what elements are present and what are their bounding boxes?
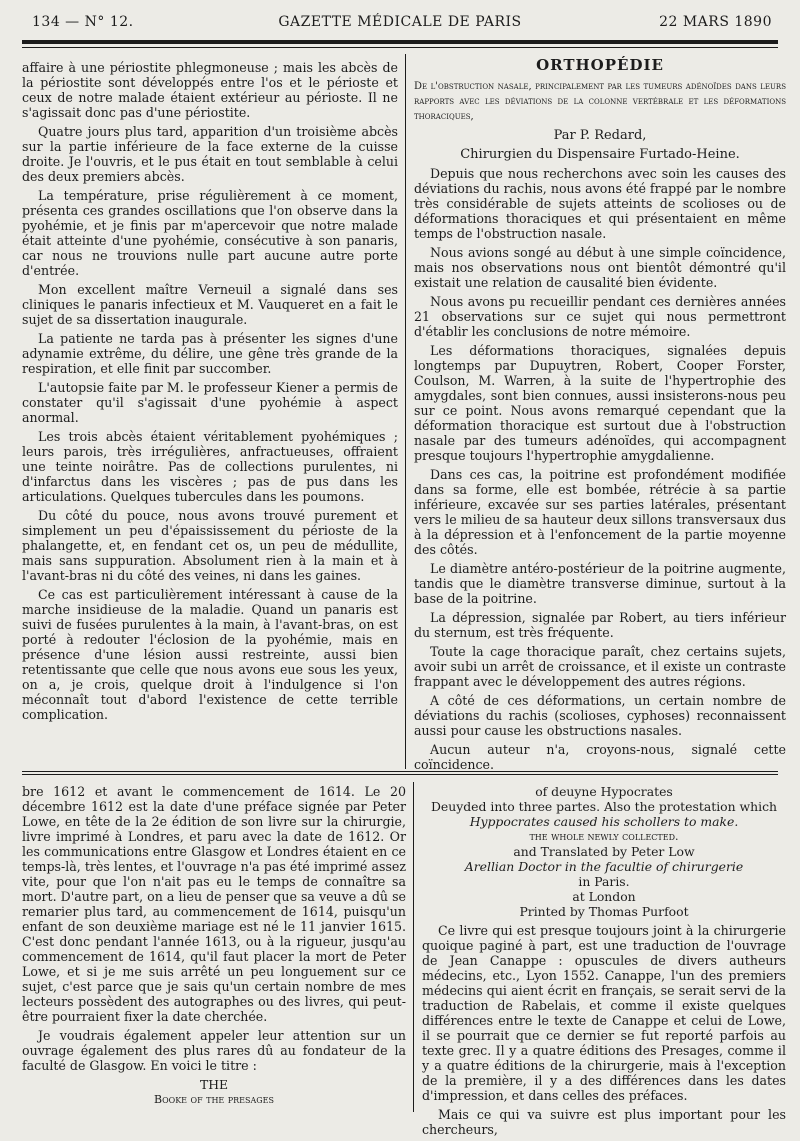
page-header <box>22 14 778 40</box>
paragraph: Depuis que nous recherchons avec soin les causes des déviations du rachis, nous avons été frappé par le nombre très considérable de sujets atteints de scolioses ou de déformations thoraciques et qui présentaient en même temps de l'obstruction nasale. <box>414 166 786 241</box>
paragraph: Dans ces cas, la poitrine est profondément modifiée dans sa forme, elle est bombée, rétrécie à sa partie inférieure, excavée sur ses parties latérales, présentant vers le milieu de sa hauteur deux sillons transversaux dus à la dépression et à l'enfoncement de la partie moyenne des côtés. <box>414 467 786 557</box>
paragraph: Le diamètre antéro-postérieur de la poitrine augmente, tandis que le diamètre transverse diminue, surtout à la base de la poitrine. <box>414 561 786 606</box>
paragraph: Quatre jours plus tard, apparition d'un troisième abcès sur la partie inférieure de la face externe de la cuisse droite. Je l'ouvris, et le pus était en tout semblable à celui des deux premiers abcès. <box>22 124 398 184</box>
lower-left-column <box>22 784 406 1107</box>
author-affiliation: Chirurgien du Dispensaire Furtado-Heine. <box>460 147 740 162</box>
book-title-line: the whole newly collected. <box>529 830 679 843</box>
upper-right-column <box>414 56 786 776</box>
upper-left-column <box>22 60 398 726</box>
page-number: 134 — N° 12. <box>32 14 134 30</box>
book-title-line: Printed by Thomas Purfoot <box>519 904 689 919</box>
book-title-line: Hyppocrates caused his schollers to make. <box>469 814 739 829</box>
book-title-line: Booke of the presages <box>154 1093 274 1106</box>
header-rule-thin <box>22 47 778 48</box>
book-title-line: Deuyded into three partes. Also the protestation which <box>430 799 778 814</box>
upper-column-divider <box>405 54 406 769</box>
book-title-line: at London <box>572 889 636 904</box>
book-title-line: Arellian Doctor in the facultie of chirurgerie <box>464 859 744 874</box>
book-title-line: of deuyne Hypocrates <box>535 784 673 799</box>
header-rule-thick <box>22 40 778 44</box>
paragraph: La dépression, signalée par Robert, au tiers inférieur du sternum, est très fréquente. <box>414 610 786 640</box>
paragraph: La température, prise régulièrement à ce moment, présenta ces grandes oscillations que l'on observe dans la pyohémie, et je finis par m'apercevoir que notre malade était atteinte d'une pyohémie, consécutive à son panaris, car nous ne trouvions nulle part aucune autre porte d'entrée. <box>22 188 398 278</box>
article-author: Par P. Redard, <box>553 128 647 143</box>
book-title-start <box>22 1077 406 1107</box>
paragraph: bre 1612 et avant le commencement de 1614. Le 20 décembre 1612 est la date d'une préface signée par Peter Lowe, en tête de la 2e édition de son livre sur la chirurgie, livre imprimé à Londres, et paru avec la date de 1612. Or les communications entre Glasgow et Londres étaient en ce temps-là, très lentes, et l'ouvrage n'a pas été imprimé assez vite, pour que l'on n'ait pas eu le temps de connaître sa mort. D'autre part, on a lieu de penser que sa veuve a dû se remarier plus tard, au commencement de 1614, puisqu'un enfant de son deuxième mariage est né le 11 janvier 1615. C'est donc pendant l'année 1613, ou à la rigueur, jusqu'au commencement de 1614, qu'il faut placer la mort de Peter Lowe, et si je me suis arrêté un peu longuement sur ce sujet, c'est parce que je sais qu'un certain nombre de mes lecteurs possèdent des autographes ou des livres, qui peut-être pourraient fixer la date cherchée. <box>22 784 406 1024</box>
paragraph: Du côté du pouce, nous avons trouvé purement et simplement un peu d'épaississement du périoste de la phalangette, et, en fendant cet os, un peu de médullite, mais sans suppuration. Absolument rien à la main et à l'avant-bras ni du côté des veines, ni dans les gaines. <box>22 508 398 583</box>
paragraph: Ce livre qui est presque toujours joint à la chirurgerie quoique paginé à part, est une traduction de l'ouvrage de Jean Canappe : opuscules de divers autheurs médecins, etc., Lyon 1552. Canappe, l'un des premiers médecins qui aient écrit en français, se serait servi de la traduction de Rabelais, et comme il existe quelques différences entre le texte de Canappe et celui de Lowe, il se pourrait que ce dernier se fut reporté parfois au texte grec. Il y a quatre éditions des Presages, comme il y a quatre éditions de la chirurgerie, mais à l'exception de la première, il y a des différences dans les dates d'impression, et dans celles des préfaces. <box>422 923 786 1103</box>
lower-column-divider <box>413 782 414 1112</box>
paragraph: affaire à une périostite phlegmoneuse ; mais les abcès de la périostite sont développés entre l'os et le périoste et ceux de notre malade étaient extérieur au périoste. Il ne s'agissait donc pas d'une périostite. <box>22 60 398 120</box>
paragraph: Nous avions songé au début à une simple coïncidence, mais nos observations nous ont bientôt démontré qu'il existait une relation de causalité bien évidente. <box>414 245 786 290</box>
section-title: ORTHOPÉDIE <box>536 56 664 74</box>
paragraph: Mais ce qui va suivre est plus important pour les chercheurs, <box>422 1107 786 1137</box>
journal-title: GAZETTE MÉDICALE DE PARIS <box>278 14 522 30</box>
paragraph: La patiente ne tarda pas à présenter les signes d'une adynamie extrême, du délire, une gêne très grande de la respiration, et elle finit par succomber. <box>22 331 398 376</box>
paragraph: Mon excellent maître Verneuil a signalé dans ses cliniques le panaris infectieux et M. Vauqueret en a fait le sujet de sa dissertation inaugurale. <box>22 282 398 327</box>
paragraph: Nous avons pu recueillir pendant ces dernières années 21 observations sur ce sujet qui nous permettront d'établir les conclusions de notre mémoire. <box>414 294 786 339</box>
book-title-line: in Paris. <box>578 874 630 889</box>
paragraph: A côté de ces déformations, un certain nombre de déviations du rachis (scolioses, cyphoses) reconnaissent aussi pour cause les obstructions nasales. <box>414 693 786 738</box>
issue-date: 22 MARS 1890 <box>659 14 772 30</box>
article-subtitle: De l'obstruction nasale, principalement par les tumeurs adénoïdes dans leurs rapports avec les déviations de la colonne vertébrale et les déformations thoraciques, <box>414 81 786 122</box>
paragraph: Aucun auteur n'a, croyons-nous, signalé cette coïncidence. <box>414 742 786 772</box>
paragraph: Toute la cage thoracique paraît, chez certains sujets, avoir subi un arrêt de croissance, et il existe un contraste frappant avec le développement des autres régions. <box>414 644 786 689</box>
book-title-continued <box>422 784 786 919</box>
paragraph: Les trois abcès étaient véritablement pyohémiques ; leurs parois, très irrégulières, anfractueuses, offraient une teinte noirâtre. Pas de collections purulentes, ni d'infarctus dans les viscères ; pas de pus dans les articulations. Quelques tubercules dans les poumons. <box>22 429 398 504</box>
paragraph: Ce cas est particulièrement intéressant à cause de la marche insidieuse de la maladie. Quand un panaris est suivi de fusées purulentes à la main, à l'avant-bras, on est porté à redouter l'éclosion de la pyohémie, mais en présence d'une lésion aussi restreinte, aussi bien retentissante que celle que nous avons eue sous les yeux, on a, je crois, quelque droit à l'indulgence si l'on méconnaît tout d'abord l'existence de cette terrible complication. <box>22 587 398 722</box>
book-title-line: and Translated by Peter Low <box>513 844 695 859</box>
paragraph: Les déformations thoraciques, signalées depuis longtemps par Dupuytren, Robert, Cooper Forster, Coulson, M. Warren, à la suite de l'hypertrophie des amygdales, sont bien connues, aussi insisterons-nous peu sur ce point. Nous avons remarqué cependant que la déformation thoracique est surtout due à l'obstruction nasale par des tumeurs adénoïdes, qui accompagnent presque toujours l'hypertrophie amygdalienne. <box>414 343 786 463</box>
paragraph: Je voudrais également appeler leur attention sur un ouvrage également des plus rares dû au fondateur de la faculté de Glasgow. En voici le titre : <box>22 1028 406 1073</box>
book-title-line: THE <box>199 1077 229 1092</box>
lower-right-column <box>422 784 786 1141</box>
paragraph: L'autopsie faite par M. le professeur Kiener a permis de constater qu'il s'agissait d'une pyohémie à aspect anormal. <box>22 380 398 425</box>
